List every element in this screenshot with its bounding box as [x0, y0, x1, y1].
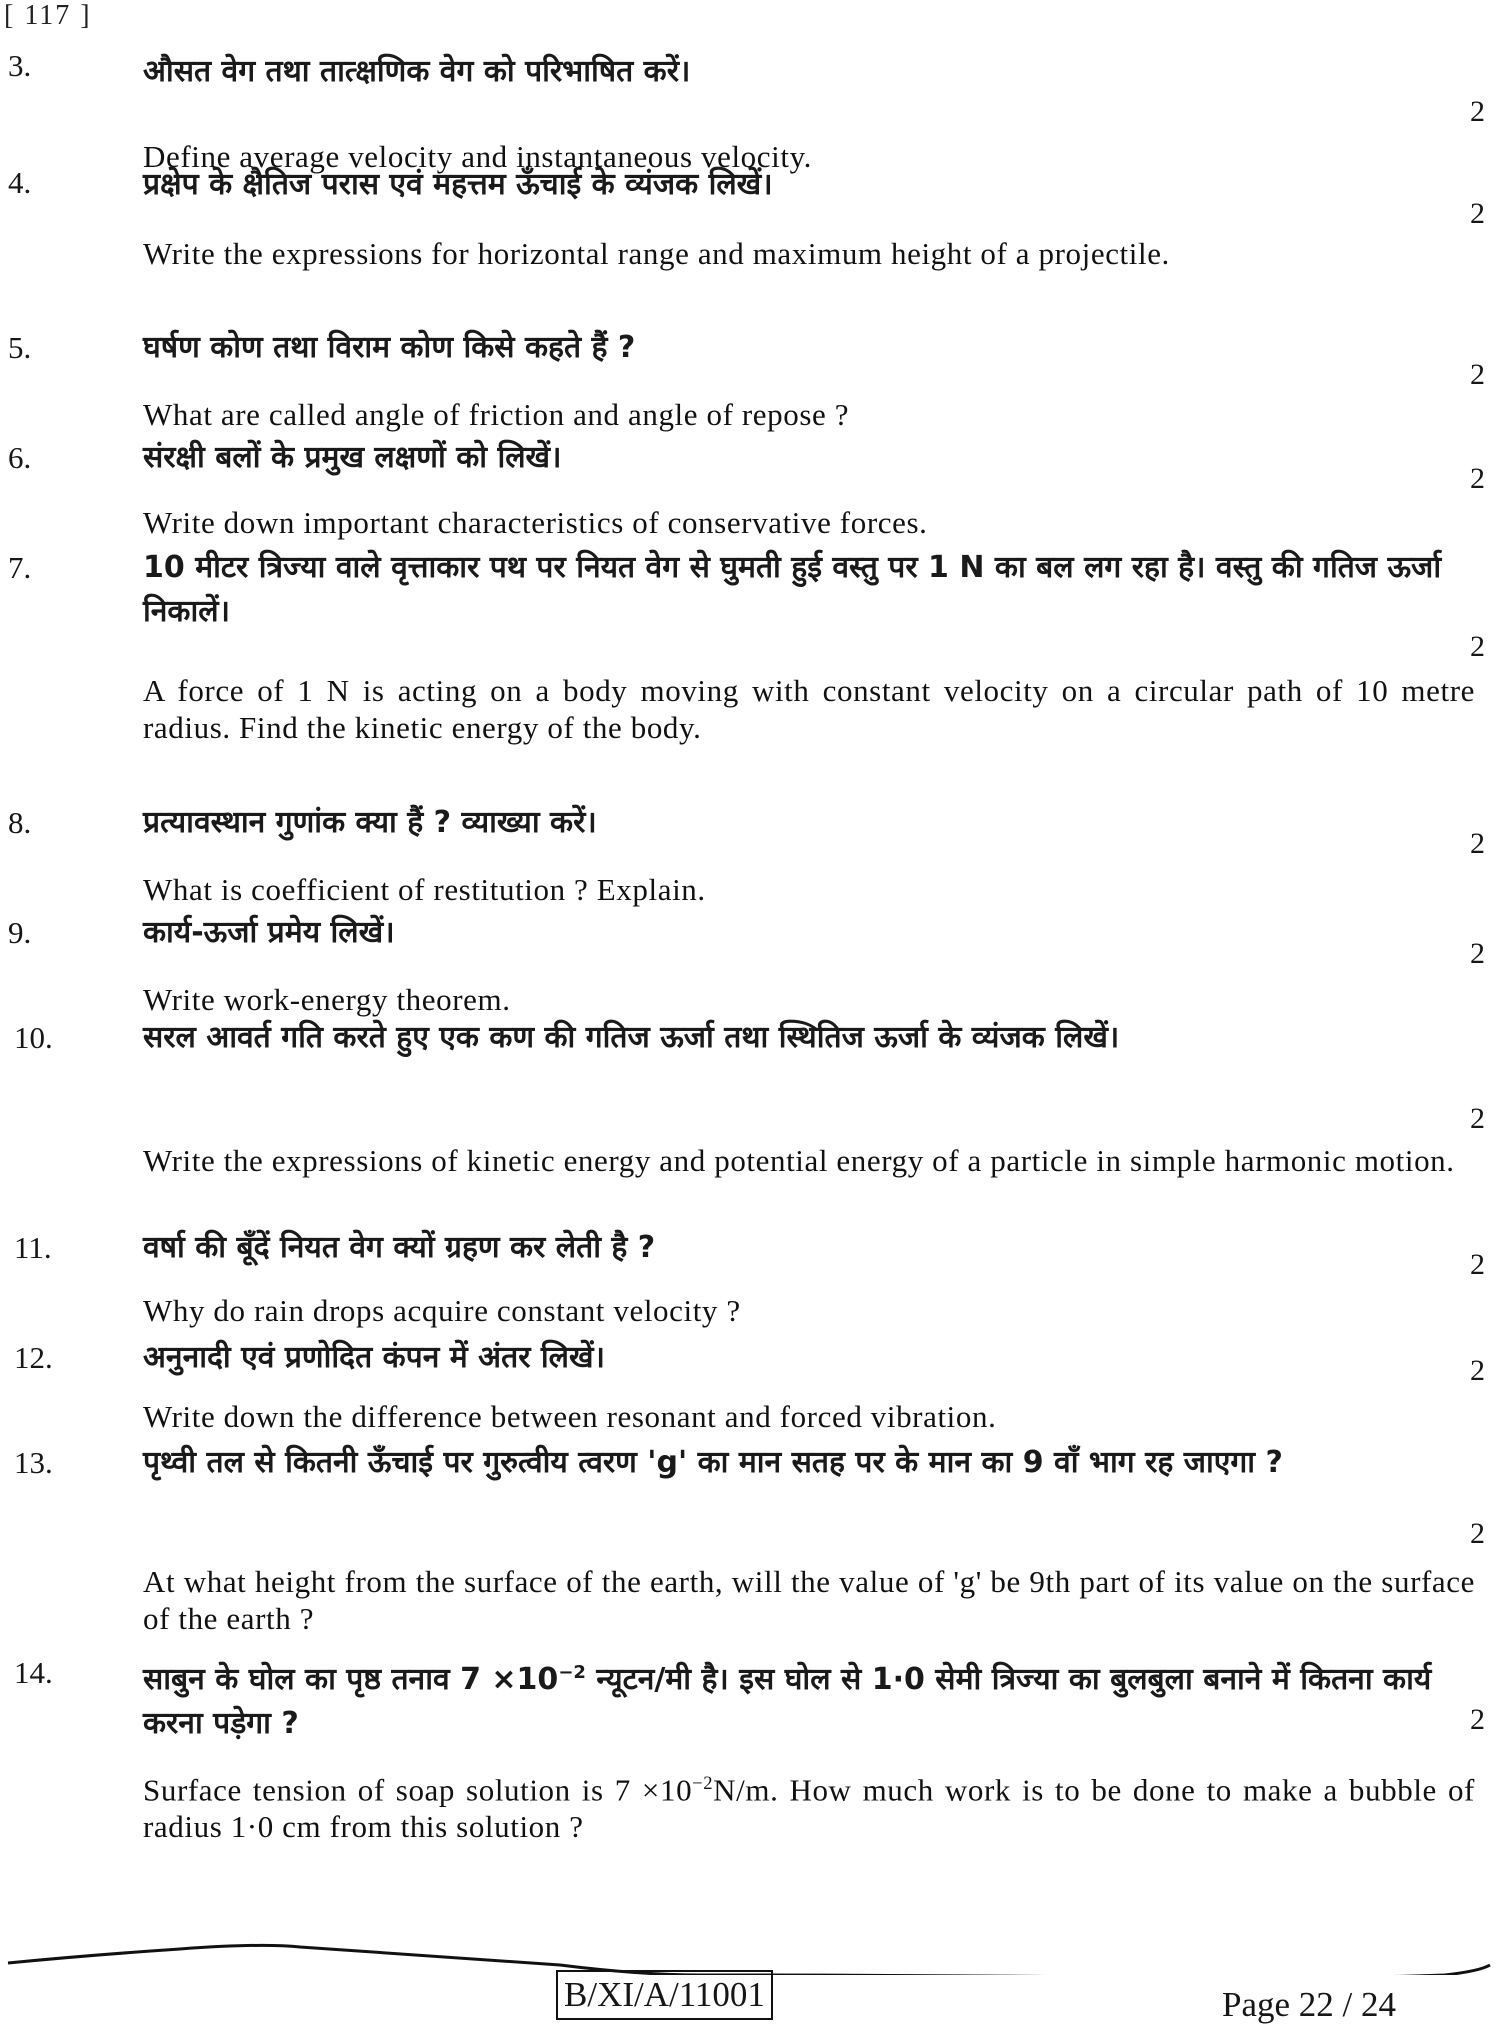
question-english: Write work-energy theorem. [143, 982, 511, 1017]
question-english: At what height from the surface of the earth, will the value of 'g' be 9th part of its value on the surface of the earth ? [143, 1564, 1475, 1636]
question-marks: 2 [1470, 462, 1485, 495]
question-marks: 2 [1470, 1248, 1485, 1281]
question-number: 11. [14, 1230, 52, 1265]
question-hindi: सरल आवर्त गति करते हुए एक कण की गतिज ऊर्जा तथा स्थितिज ऊर्जा के व्यंजक लिखें। [143, 1020, 1120, 1055]
question-marks: 2 [1470, 197, 1485, 230]
hindi-text-pre: साबुन के घोल का पृष्ठ तनाव 7 ×10 [143, 1662, 559, 1697]
question-marks: 2 [1470, 1102, 1485, 1135]
question-marks: 2 [1470, 630, 1485, 663]
question-number: 8. [8, 805, 32, 840]
question-marks: 2 [1470, 358, 1485, 391]
question-number: 12. [14, 1340, 53, 1375]
question-english: A force of 1 N is acting on a body moving with constant velocity on a circular path of 10 metre radius. Find the kinetic energy of the body. [143, 673, 1475, 745]
question-english: Write down the difference between resonant and forced vibration. [143, 1399, 997, 1434]
question-hindi: प्रक्षेप के क्षैतिज परास एवं महत्तम ऊँचाई के व्यंजक लिखें। [143, 167, 773, 202]
english-text-pre: Surface tension of soap solution is 7 ×10 [143, 1772, 693, 1808]
question-marks: 2 [1470, 95, 1485, 128]
question-number: 7. [8, 550, 32, 585]
question-hindi: घर्षण कोण तथा विराम कोण किसे कहते हैं ? [143, 330, 636, 365]
question-number: 10. [14, 1020, 53, 1055]
question-english [143, 1765, 1475, 1845]
hindi-exponent: −2 [558, 1662, 586, 1683]
question-marks: 2 [1470, 1517, 1485, 1550]
question-english: Define average velocity and instantaneous velocity. [143, 139, 813, 174]
question-english: Why do rain drops acquire constant velocity ? [143, 1293, 741, 1328]
question-hindi: कार्य-ऊर्जा प्रमेय लिखें। [143, 915, 395, 950]
question-marks: 2 [1470, 1703, 1485, 1736]
english-exponent: −2 [692, 1773, 714, 1794]
footer-divider [0, 1935, 1505, 1975]
page-number: Page 22 / 24 [1222, 1985, 1397, 2024]
question-hindi: वर्षा की बूँदें नियत वेग क्यों ग्रहण कर लेती है ? [143, 1230, 656, 1265]
question-number: 3. [8, 48, 32, 83]
question-english: What are called angle of friction and angle of repose ? [143, 397, 850, 432]
question-marks: 2 [1470, 937, 1485, 970]
question-number: 6. [8, 440, 32, 475]
question-hindi: औसत वेग तथा तात्क्षणिक वेग को परिभाषित करें। [143, 54, 691, 89]
question-hindi: पृथ्वी तल से कितनी ऊँचाई पर गुरुत्वीय त्वरण 'g' का मान सतह पर के मान का 9 वाँ भाग रह जाएगा ? [143, 1445, 1283, 1480]
question-english: Write down important characteristics of conservative forces. [143, 505, 928, 540]
question-hindi: प्रत्यावस्थान गुणांक क्या हैं ? व्याख्या करें। [143, 805, 597, 840]
question-number: 9. [8, 915, 32, 950]
page-marker: [ 117 ] [4, 0, 92, 31]
question-hindi: अनुनादी एवं प्रणोदित कंपन में अंतर लिखें। [143, 1340, 605, 1375]
question-number: 4. [8, 165, 32, 200]
question-marks: 2 [1470, 1354, 1485, 1387]
paper-code: B/XI/A/11001 [556, 1970, 773, 2020]
english-text-post: N/m. How much work is to be done to make a bubble of radius 1·0 cm from this solution ? [143, 1772, 1475, 1845]
question-hindi: संरक्षी बलों के प्रमुख लक्षणों को लिखें। [143, 440, 562, 475]
question-english: Write the expressions of kinetic energy and potential energy of a particle in simple harmonic motion. [143, 1143, 1455, 1178]
question-hindi [143, 1651, 1475, 1746]
hindi-text-post: न्यूटन/मी है। इस घोल से 1·0 सेमी त्रिज्या का बुलबुला बनाने में कितना कार्य करना पड़ेगा ? [143, 1662, 1432, 1741]
question-english: Write the expressions for horizontal range and maximum height of a projectile. [143, 236, 1170, 271]
question-number: 13. [14, 1445, 53, 1480]
question-number: 5. [8, 330, 32, 365]
question-english: What is coefficient of restitution ? Explain. [143, 872, 706, 907]
question-marks: 2 [1470, 827, 1485, 860]
question-hindi: 10 मीटर त्रिज्या वाले वृत्ताकार पथ पर नियत वेग से घुमती हुई वस्तु पर 1 N का बल लग रहा है। वस्तु की गतिज ऊर्जा निकालें। [143, 550, 1442, 629]
question-number: 14. [14, 1655, 53, 1690]
